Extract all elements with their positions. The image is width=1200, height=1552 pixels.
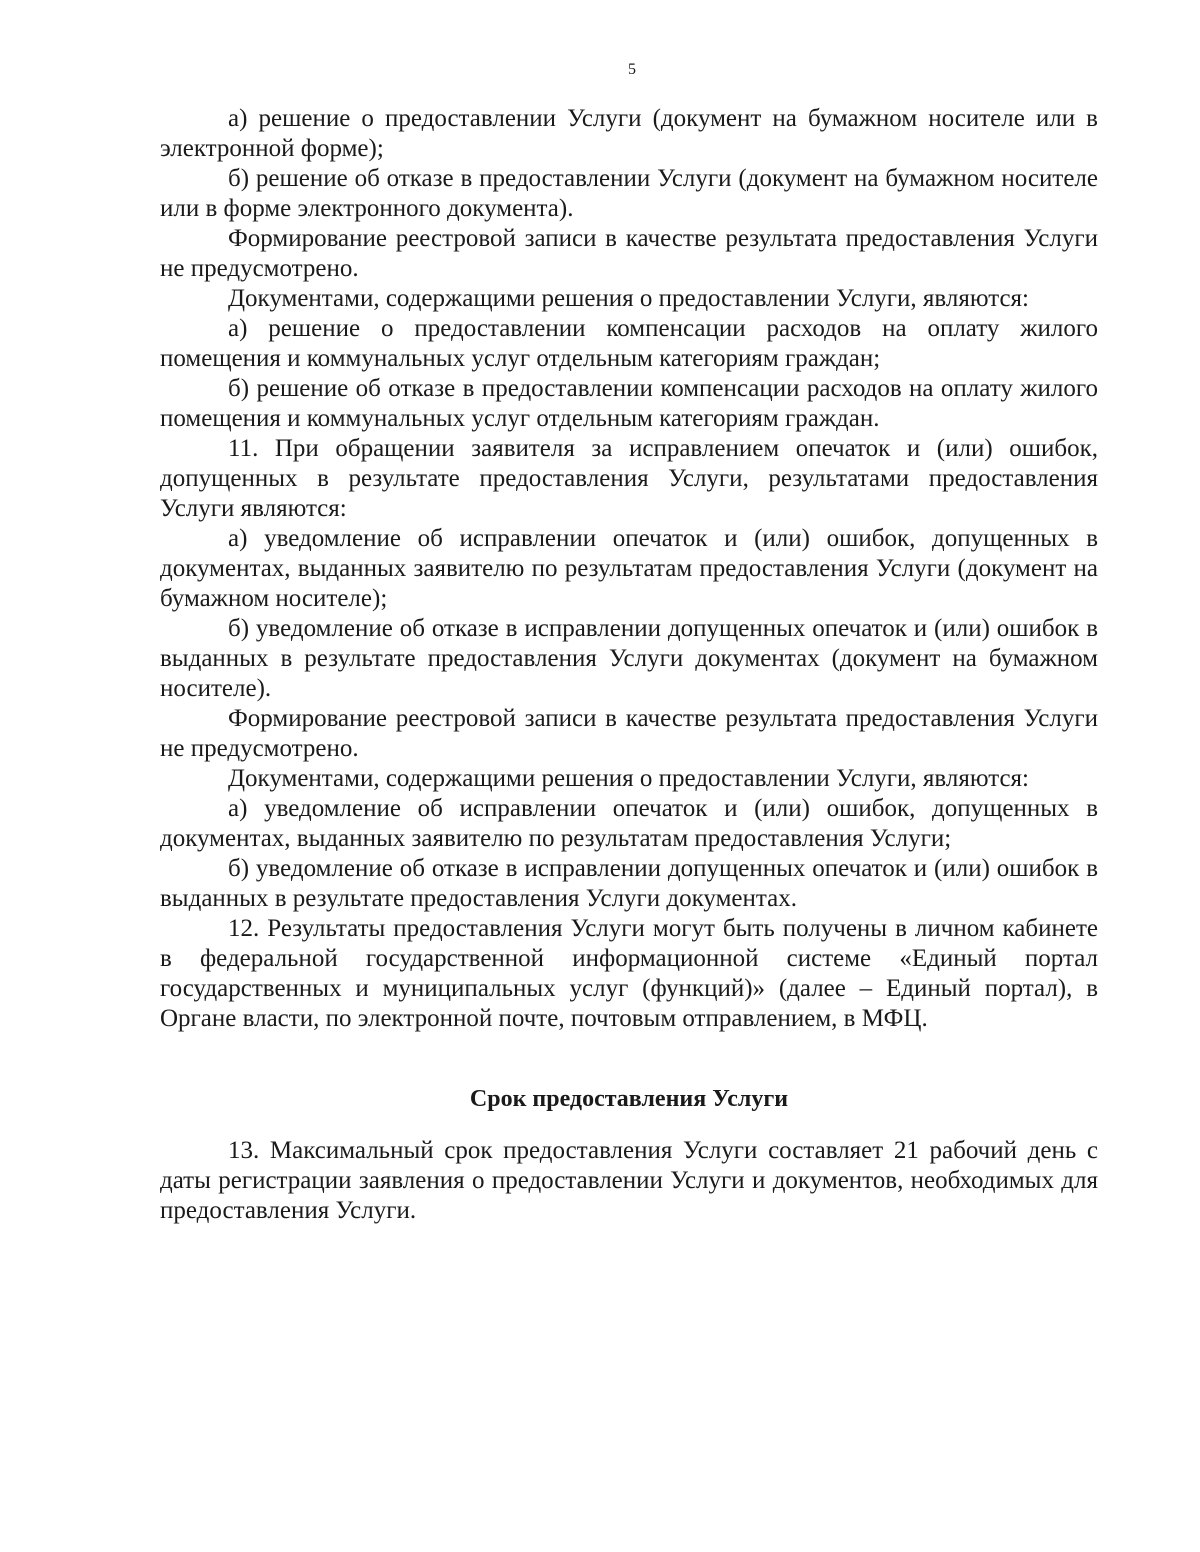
page-number: 5 xyxy=(628,61,636,78)
paragraph-registry-not-provided-2: Формирование реестровой записи в качестве результата предоставления Услуги не предусмотрено. xyxy=(160,705,1098,762)
paragraph-item-12: 12. Результаты предоставления Услуги могут быть получены в личном кабинете в федеральной государственной информационной системе «Единый портал государственных и муниципальных услуг (функций)» (далее – Единый портал), в Органе власти, по электронной почте, почтовым отправлением, в МФЦ. xyxy=(160,915,1098,1032)
paragraph-item-11: 11. При обращении заявителя за исправлением опечаток и (или) ошибок, допущенных в результате предоставления Услуги, результатами предоставления Услуги являются: xyxy=(160,435,1098,522)
paragraph-correction-document-a: а) уведомление об исправлении опечаток и (или) ошибок, допущенных в документах, выданных заявителю по результатам предоставления Услуги; xyxy=(160,795,1098,852)
paragraph-correction-notice-b: б) уведомление об отказе в исправлении допущенных опечаток и (или) ошибок в выданных в результате предоставления Услуги документах (документ на бумажном носителе). xyxy=(160,615,1098,702)
paragraph-compensation-decision-b: б) решение об отказе в предоставлении компенсации расходов на оплату жилого помещения и коммунальных услуг отдельным категориям граждан. xyxy=(160,375,1098,432)
paragraph-registry-not-provided-1: Формирование реестровой записи в качестве результата предоставления Услуги не предусмотрено. xyxy=(160,225,1098,282)
paragraph-item-13: 13. Максимальный срок предоставления Услуги составляет 21 рабочий день с даты регистрации заявления о предоставлении Услуги и документов, необходимых для предоставления Услуги. xyxy=(160,1137,1098,1224)
section-heading: Срок предоставления Услуги xyxy=(469,1086,789,1112)
paragraph-result-decision-b: б) решение об отказе в предоставлении Услуги (документ на бумажном носителе или в форме электронного документа). xyxy=(160,165,1098,222)
paragraph-compensation-decision-a: а) решение о предоставлении компенсации расходов на оплату жилого помещения и коммунальных услуг отдельным категориям граждан; xyxy=(160,315,1098,372)
paragraph-correction-notice-a: а) уведомление об исправлении опечаток и (или) ошибок, допущенных в документах, выданных заявителю по результатам предоставления Услуги (документ на бумажном носителе); xyxy=(160,525,1098,612)
paragraph-documents-intro-1: Документами, содержащими решения о предоставлении Услуги, являются: xyxy=(228,285,1029,312)
paragraph-correction-document-b: б) уведомление об отказе в исправлении допущенных опечаток и (или) ошибок в выданных в результате предоставления Услуги документах. xyxy=(160,855,1098,912)
document-body xyxy=(160,104,1098,1226)
paragraph-result-decision-a: а) решение о предоставлении Услуги (документ на бумажном носителе или в электронной форме); xyxy=(160,105,1098,162)
paragraph-documents-intro-2: Документами, содержащими решения о предоставлении Услуги, являются: xyxy=(228,765,1029,792)
